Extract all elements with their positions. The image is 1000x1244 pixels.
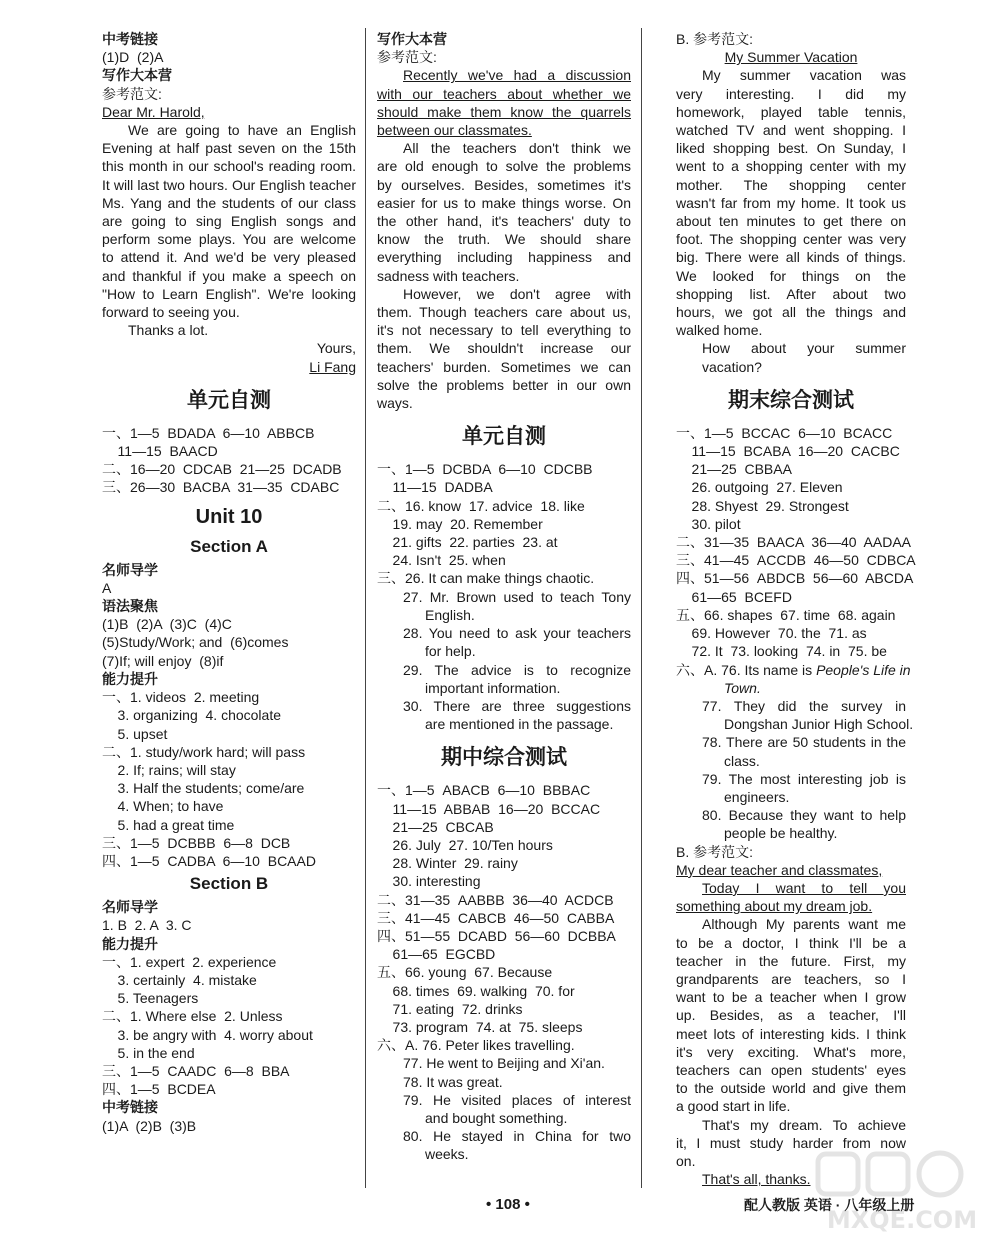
essay-line: perform some plays. You are welcome bbox=[102, 231, 356, 248]
essay-line: easier for us to make things worse. On bbox=[377, 194, 631, 211]
answer-line: 一、1—5 ABACB 6—10 BBBAC bbox=[377, 782, 591, 799]
answer-line: 78. It was great. bbox=[403, 1073, 503, 1090]
essay-line: watched TV and went shopping. I bbox=[676, 122, 906, 139]
answer-line: That's all, thanks. bbox=[702, 1171, 811, 1188]
essay-line: by ourselves. Besides, sometimes it's bbox=[377, 176, 631, 193]
watermark-logo bbox=[812, 1148, 992, 1238]
answer-line: 3. be angry with 4. worry about bbox=[102, 1026, 313, 1043]
column-divider bbox=[641, 28, 642, 1188]
answer-line: 71. eating 72. drinks bbox=[377, 1000, 523, 1017]
answer-line: 参考范文: bbox=[102, 85, 162, 102]
svg-text:MXQE.COM: MXQE.COM bbox=[826, 1206, 978, 1234]
answer-line: 26. July 27. 10/Ten hours bbox=[377, 836, 553, 853]
answer-line: 2. If; rains; will stay bbox=[102, 761, 236, 778]
answer-line: 21—25 CBBAA bbox=[676, 461, 792, 478]
answer-column-right bbox=[676, 30, 916, 1188]
answer-line: 68. times 69. walking 70. for bbox=[377, 982, 575, 999]
essay-line: on. bbox=[676, 1152, 696, 1169]
essay-line: it's very exciting. What's more, bbox=[676, 1043, 906, 1060]
page-number: • 108 • bbox=[486, 1196, 530, 1213]
essay-line: walked home. bbox=[676, 322, 763, 339]
answer-line: 61—65 BCEFD bbox=[676, 588, 792, 605]
section-heading: 中考链接 bbox=[102, 1099, 158, 1116]
answer-line: 1. B 2. A 3. C bbox=[102, 917, 192, 934]
essay-line: Evening at half past seven on the 15th bbox=[102, 140, 356, 157]
answer-line: Dongshan Junior High School. bbox=[724, 716, 914, 733]
section-heading: 期中综合测试 bbox=[441, 746, 567, 770]
answer-line: and bought something. bbox=[425, 1109, 568, 1126]
essay-line: should make them know the quarrels bbox=[377, 103, 631, 120]
answer-line: 一、1—5 BDADA 6—10 ABBCB bbox=[102, 424, 315, 441]
essay-line: about ten minutes to get there on bbox=[676, 213, 906, 230]
answer-line: 21. gifts 22. parties 23. at bbox=[377, 534, 558, 551]
answer-line: 61—65 EGCBD bbox=[377, 946, 496, 963]
essay-line: My summer vacation was bbox=[702, 67, 906, 84]
answer-line: 六、A. 76. Its name is People's Life in bbox=[676, 661, 911, 678]
answer-line: 26. outgoing 27. Eleven bbox=[676, 479, 843, 496]
section-heading: 单元自测 bbox=[462, 425, 546, 449]
answer-line: English. bbox=[425, 606, 475, 623]
answer-line: vacation? bbox=[702, 358, 762, 375]
answer-line: weeks. bbox=[425, 1146, 469, 1163]
answer-line: 参考范文: bbox=[377, 49, 437, 66]
section-heading: 名师导学 bbox=[102, 561, 158, 578]
answer-line: 三、1—5 DCBBB 6—8 DCB bbox=[102, 834, 291, 851]
section-heading: 语法聚焦 bbox=[102, 598, 158, 615]
answer-line: 四、1—5 BCDEA bbox=[102, 1081, 216, 1098]
answer-line: 30. pilot bbox=[676, 515, 741, 532]
essay-line: something about my dream job. bbox=[676, 898, 873, 915]
answer-line: Dear Mr. Harold, bbox=[102, 103, 205, 120]
answer-line: 四、51—56 ABDCB 56—60 ABCDA bbox=[676, 570, 914, 587]
answer-line: are mentioned in the passage. bbox=[425, 716, 614, 733]
edition-label: 配人教版 英语 · 八年级上册 bbox=[744, 1197, 915, 1213]
essay-line: mother. The shopping center bbox=[676, 176, 906, 193]
section-heading: Section A bbox=[190, 536, 268, 556]
answer-line: important information. bbox=[425, 679, 561, 696]
essay-line: wasn't far from my home. It took us bbox=[676, 194, 906, 211]
essay-line: meet lots of interesting kids. I think bbox=[676, 1025, 906, 1042]
essay-line: 79. He visited places of interest bbox=[403, 1091, 631, 1108]
answer-line: 11—15 DADBA bbox=[377, 479, 493, 496]
essay-line: foot. The shopping center was very bbox=[676, 231, 906, 248]
essay-line: How about your summer bbox=[702, 340, 906, 357]
answer-line: 3. Half the students; come/are bbox=[102, 780, 305, 797]
section-heading: 写作大本营 bbox=[102, 67, 172, 84]
essay-line: them. Though teachers care about us, bbox=[377, 304, 631, 321]
answer-line: 11—15 BCABA 16—20 CACBC bbox=[676, 443, 900, 460]
answer-line: 5. in the end bbox=[102, 1044, 195, 1061]
essay-line: We are going to have an English bbox=[128, 122, 356, 139]
essay-line: 80. He stayed in China for two bbox=[403, 1128, 631, 1145]
answer-line: Yours, bbox=[316, 340, 356, 357]
answer-line: 5. Teenagers bbox=[102, 990, 199, 1007]
essay-line: big. There were all kinds of things. bbox=[676, 249, 906, 266]
answer-line: 一、1—5 DCBDA 6—10 CDCBB bbox=[377, 461, 593, 478]
answer-line: Li Fang bbox=[309, 358, 356, 375]
essay-line: between our classmates. bbox=[377, 122, 532, 139]
essay-line: "How to Learn English". We're looking bbox=[102, 285, 356, 302]
answer-line: Thanks a lot. bbox=[128, 322, 209, 339]
essay-line: this month in our school's reading room. bbox=[102, 158, 356, 175]
answer-line: 二、16—20 CDCAB 21—25 DCADB bbox=[102, 461, 342, 478]
answer-line: B. 参考范文: bbox=[676, 843, 754, 860]
essay-line: 29. The advice is to recognize bbox=[403, 661, 631, 678]
answer-line: 19. may 20. Remember bbox=[377, 515, 543, 532]
answer-line: 三、26. It can make things chaotic. bbox=[377, 570, 595, 587]
essay-line: teachers can open students' eyes bbox=[676, 1061, 906, 1078]
answer-line: 28. Shyest 29. Strongest bbox=[676, 497, 849, 514]
answer-line: 5. upset bbox=[102, 725, 168, 742]
essay-line: teacher in the future. First, my bbox=[676, 952, 906, 969]
essay-line: very interesting. I did my bbox=[676, 85, 906, 102]
essay-line: forward to seeing you. bbox=[102, 304, 240, 321]
answer-line: A bbox=[102, 579, 112, 596]
essay-line: sadness with teachers. bbox=[377, 267, 520, 284]
answer-line: 二、31—35 BAACA 36—40 AADAA bbox=[676, 534, 912, 551]
essay-line: It will last two hours. Our English teacher bbox=[102, 176, 356, 193]
essay-line: However, we don't agree with bbox=[403, 285, 631, 302]
answer-line: 三、1—5 CAADC 6—8 BBA bbox=[102, 1062, 290, 1079]
essay-line: grandparents are teachers, so I bbox=[676, 970, 906, 987]
essay-line: know the truth. We should share bbox=[377, 231, 631, 248]
answer-line: Town. bbox=[724, 679, 761, 696]
answer-line: (1)D (2)A bbox=[102, 49, 164, 66]
essay-line: 27. Mr. Brown used to teach Tony bbox=[403, 588, 631, 605]
answer-line: 六、A. 76. Peter likes travelling. bbox=[377, 1037, 575, 1054]
answer-line: 11—15 BAACD bbox=[102, 443, 218, 460]
answer-line: 三、26—30 BACBA 31—35 CDABC bbox=[102, 479, 340, 496]
essay-line: 30. There are three suggestions bbox=[403, 697, 631, 714]
section-heading: Section B bbox=[189, 874, 269, 894]
answer-line: 一、1. expert 2. experience bbox=[102, 953, 277, 970]
answer-line: class. bbox=[724, 752, 760, 769]
answer-line: 三、41—45 CABCB 46—50 CABBA bbox=[377, 909, 615, 926]
section-heading: 写作大本营 bbox=[377, 31, 447, 47]
essay-line: 77. They did the survey in bbox=[702, 697, 906, 714]
answer-line: 4. When; to have bbox=[102, 798, 224, 815]
answer-line: (7)If; will enjoy (8)if bbox=[102, 652, 224, 669]
answer-line: 五、66. shapes 67. time 68. again bbox=[676, 606, 896, 623]
answer-line: 11—15 ABBAB 16—20 BCCAC bbox=[377, 800, 601, 817]
answer-line: (1)B (2)A (3)C (4)C bbox=[102, 616, 232, 633]
section-heading: 能力提升 bbox=[102, 935, 158, 952]
essay-line: hours, we got all the things and bbox=[676, 304, 906, 321]
answer-line: 3. certainly 4. mistake bbox=[102, 971, 257, 988]
answer-line: B. 参考范文: bbox=[676, 31, 754, 47]
answer-column-middle bbox=[377, 30, 631, 1164]
answer-line: (5)Study/Work; and (6)comes bbox=[102, 634, 289, 651]
book-title: People's Life in bbox=[816, 661, 911, 678]
answer-line: for help. bbox=[425, 643, 476, 660]
section-heading: 名师导学 bbox=[102, 899, 158, 916]
answer-line: My dear teacher and classmates, bbox=[676, 861, 883, 878]
essay-line: 80. Because they want to help bbox=[702, 807, 906, 824]
essay-line: to the outside world and give them bbox=[676, 1080, 906, 1097]
essay-line: ways. bbox=[377, 395, 413, 412]
essay-line: solve the problems better in our own bbox=[377, 376, 631, 393]
answer-line: people be healthy. bbox=[724, 825, 838, 842]
essay-line: them. We shouldn't increase our bbox=[377, 340, 631, 357]
essay-line: We looked for things on the bbox=[676, 267, 906, 284]
answer-line: 四、1—5 CADBA 6—10 BCAAD bbox=[102, 852, 316, 869]
section-heading: 单元自测 bbox=[187, 388, 271, 412]
essay-line: teachers' burden. Sometimes we can bbox=[377, 358, 631, 375]
section-heading: Unit 10 bbox=[195, 505, 263, 528]
answer-line: 72. It 73. looking 74. in 75. be bbox=[676, 643, 887, 660]
essay-line: and thankful if you make a speech on bbox=[102, 267, 356, 284]
answer-line: 一、1—5 BCCAC 6—10 BCACC bbox=[676, 424, 893, 441]
answer-column-left bbox=[102, 30, 356, 1135]
essay-line: it's not necessary to tell everything to bbox=[377, 322, 631, 339]
essay-line: All the teachers don't think we bbox=[403, 140, 631, 157]
essay-line: to attend it. And we'd be very pleased bbox=[102, 249, 356, 266]
essay-line: shopping list. After about two bbox=[676, 285, 906, 302]
answer-line: 二、1. study/work hard; will pass bbox=[102, 743, 306, 760]
answer-line: 77. He went to Beijing and Xi'an. bbox=[403, 1055, 605, 1072]
essay-line: are old enough to solve the problems bbox=[377, 158, 631, 175]
essay-line: want to be a teacher when I grow bbox=[676, 989, 906, 1006]
essay-line: up. Besides, as a teacher, I'll bbox=[676, 1007, 906, 1024]
answer-line: 二、16. know 17. advice 18. like bbox=[377, 497, 585, 514]
essay-line: homework, played table tennis, bbox=[676, 103, 906, 120]
essay-line: went to a shopping center with my bbox=[676, 158, 906, 175]
essay-line: Today I want to tell you bbox=[702, 879, 906, 896]
essay-line: to be a doctor, I think I'll be a bbox=[676, 934, 906, 951]
answer-line: 24. Isn't 25. when bbox=[377, 552, 506, 569]
essay-line: everything including happiness and bbox=[377, 249, 631, 266]
answer-line: engineers. bbox=[724, 788, 790, 805]
answer-line: 五、66. young 67. Because bbox=[377, 964, 553, 981]
essay-line: That's my dream. To achieve bbox=[702, 1116, 906, 1133]
answer-line: 二、31—35 AABBB 36—40 ACDCB bbox=[377, 891, 614, 908]
answer-line: 3. organizing 4. chocolate bbox=[102, 707, 281, 724]
answer-line: 四、51—55 DCABD 56—60 DCBBA bbox=[377, 927, 616, 944]
essay-line: it, I must study harder from now bbox=[676, 1134, 906, 1151]
essay-line: with our teachers about whether we bbox=[377, 85, 631, 102]
answer-line: 30. interesting bbox=[377, 873, 481, 890]
answer-line: 69. However 70. the 71. as bbox=[676, 625, 867, 642]
section-heading: 期末综合测试 bbox=[728, 388, 854, 412]
essay-line: are going to sing English songs and bbox=[102, 213, 356, 230]
answer-line: 28. Winter 29. rainy bbox=[377, 855, 518, 872]
answer-line: 73. program 74. at 75. sleeps bbox=[377, 1018, 583, 1035]
answer-line: 21—25 CBCAB bbox=[377, 818, 494, 835]
essay-line: a good start in life. bbox=[676, 1098, 791, 1115]
essay-line: 78. There are 50 students in the bbox=[702, 734, 906, 751]
essay-line: liked shopping best. On Sunday, I bbox=[676, 140, 906, 157]
essay-line: Recently we've had a discussion bbox=[403, 67, 631, 84]
answer-line: 一、1. videos 2. meeting bbox=[102, 689, 260, 706]
essay-line: the other hand, it's teachers' duty to bbox=[377, 213, 631, 230]
essay-line: 28. You need to ask your teachers bbox=[403, 625, 631, 642]
section-heading: 能力提升 bbox=[102, 670, 158, 687]
answer-line: My Summer Vacation bbox=[724, 49, 858, 66]
section-heading: 中考链接 bbox=[102, 31, 158, 47]
answer-line: 二、1. Where else 2. Unless bbox=[102, 1008, 283, 1025]
answer-line: 三、41—45 ACCDB 46—50 CDBCA bbox=[676, 552, 916, 569]
answer-line: (1)A (2)B (3)B bbox=[102, 1117, 197, 1134]
essay-line: Although My parents want me bbox=[702, 916, 906, 933]
answer-line: 5. had a great time bbox=[102, 816, 235, 833]
column-divider bbox=[365, 28, 366, 1188]
essay-line: 79. The most interesting job is bbox=[702, 770, 906, 787]
essay-line: Ms. Yang and the students of our class bbox=[102, 194, 356, 211]
